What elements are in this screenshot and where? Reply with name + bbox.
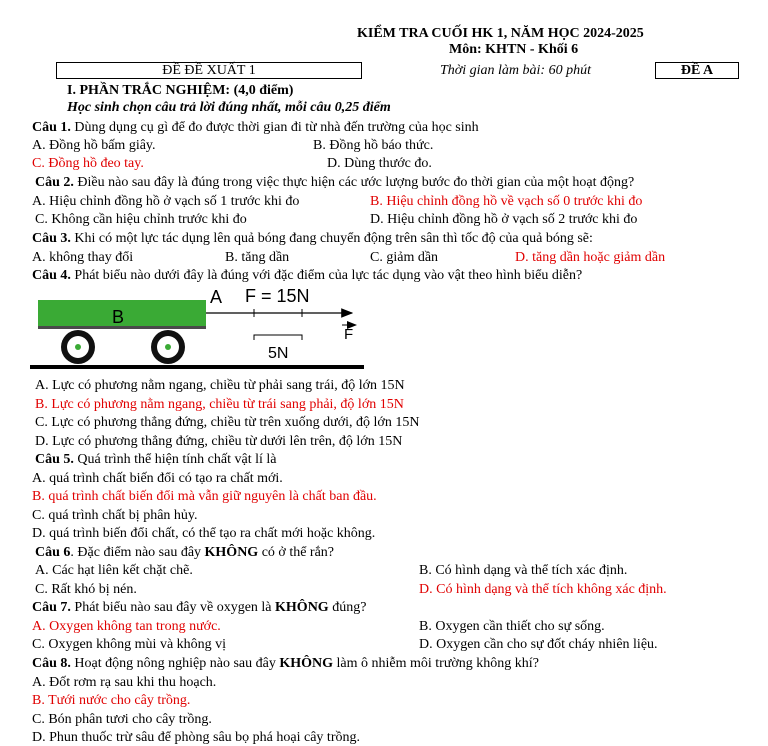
- question-3: [32, 231, 593, 247]
- question-4: [32, 268, 582, 284]
- option-5d: D. quá trình biến đổi chất, có thể tạo ra chất mới hoặc không.: [32, 526, 376, 541]
- question-text: Quá trình thể hiện tính chất vật lí là: [73, 452, 277, 467]
- option-6a: A. Các hạt liên kết chặt chẽ.: [35, 563, 193, 578]
- option-7d: D. Oxygen cần cho sự đốt cháy nhiên liệu.: [419, 637, 658, 652]
- cart-wheel-left: [61, 330, 95, 364]
- option-3d: D. tăng dần hoặc giảm dần: [515, 250, 666, 265]
- question-number: Câu 8.: [32, 656, 71, 671]
- option-5c: C. quá trình chất bị phân hủy.: [32, 508, 198, 523]
- question-text: Phát biểu nào dưới đây là đúng với đặc điểm của lực tác dụng vào vật theo hình biểu diễn?: [70, 268, 583, 283]
- option-2d: D. Hiệu chỉnh đồng hồ ở vạch số 2 trước khi đo: [370, 212, 638, 227]
- question-number: Câu 2.: [35, 175, 74, 190]
- section-title: I. PHẦN TRẮC NGHIỆM: (4,0 điểm): [67, 83, 294, 98]
- question-emphasis: KHÔNG: [279, 656, 333, 671]
- question-text-end: đúng?: [328, 600, 367, 615]
- option-4b: B. Lực có phương nằm ngang, chiều từ trái sang phải, độ lớn 15N: [35, 397, 404, 412]
- question-2: [35, 175, 634, 191]
- question-text: Điều nào sau đây là đúng trong việc thực hiện các ước lượng bước đo thời gian của một hoạt động?: [73, 175, 635, 190]
- cart-label: B: [112, 307, 125, 327]
- question-7: [32, 600, 366, 616]
- option-7c: C. Oxygen không mùi và không vị: [32, 637, 227, 652]
- question-emphasis: KHÔNG: [275, 600, 329, 615]
- scale-label: 5N: [268, 345, 289, 362]
- exam-title: KIỂM TRA CUỐI HK 1, NĂM HỌC 2024-2025: [357, 26, 644, 41]
- option-8d: D. Phun thuốc trừ sâu để phòng sâu bọ phá hoại cây trồng.: [32, 730, 360, 745]
- option-8c: C. Bón phân tươi cho cây trồng.: [32, 712, 212, 727]
- question-number: Câu 6: [35, 545, 71, 560]
- option-1b: B. Đồng hồ báo thức.: [313, 138, 434, 153]
- option-1a: A. Đồng hồ bấm giây.: [32, 138, 156, 153]
- option-8b: B. Tưới nước cho cây trồng.: [32, 693, 191, 708]
- option-4a: A. Lực có phương nằm ngang, chiều từ phải sang trái, độ lớn 15N: [35, 378, 405, 393]
- time-label: Thời gian làm bài: 60 phút: [440, 63, 591, 78]
- question-text: Phát biểu nào sau đây về oxygen là: [70, 600, 276, 615]
- option-7b: B. Oxygen cần thiết cho sự sống.: [419, 619, 605, 634]
- question-text: . Đặc điểm nào sau đây: [70, 545, 205, 560]
- subject-line: Môn: KHTN - Khối 6: [449, 42, 579, 57]
- option-1d: D. Dùng thước đo.: [327, 156, 432, 171]
- exam-code: ĐỀ A: [680, 63, 714, 78]
- vector-f-label: F: [344, 326, 354, 343]
- question-text: Dùng dụng cụ gì để đo được thời gian đi từ nhà đến trường của học sinh: [70, 120, 479, 135]
- option-6c: C. Rất khó bị nén.: [35, 582, 137, 597]
- question-5: [35, 452, 276, 468]
- proposal-label: ĐỀ ĐỀ XUẤT 1: [162, 63, 256, 78]
- question-number: Câu 5.: [35, 452, 74, 467]
- section-instruction: Học sinh chọn câu trả lời đúng nhất, mỗi câu 0,25 điểm: [67, 100, 391, 115]
- option-2c: C. Không cần hiệu chỉnh trước khi đo: [35, 212, 247, 227]
- exam-code-box: [655, 62, 739, 79]
- question-emphasis: KHÔNG: [204, 545, 259, 560]
- question-6: [35, 545, 334, 561]
- force-diagram: [30, 283, 370, 373]
- option-4c: C. Lực có phương thẳng đứng, chiều từ trên xuống dưới, độ lớn 15N: [35, 415, 420, 430]
- question-number: Câu 3.: [32, 231, 71, 246]
- option-4d: D. Lực có phương thẳng đứng, chiều từ dưới lên trên, độ lớn 15N: [35, 434, 403, 449]
- question-number: Câu 1.: [32, 120, 71, 135]
- question-number: Câu 7.: [32, 600, 71, 615]
- question-number: Câu 4.: [32, 268, 71, 283]
- option-6b: B. Có hình dạng và thể tích xác định.: [419, 563, 628, 578]
- option-6d: D. Có hình dạng và thể tích không xác định.: [419, 582, 667, 597]
- option-3a: A. không thay đổi: [32, 250, 134, 265]
- force-value-label: F = 15N: [245, 286, 310, 306]
- question-text-end: có ở thể rắn?: [258, 545, 335, 560]
- cart-wheel-right: [151, 330, 185, 364]
- question-text: Hoạt động nông nghiệp nào sau đây: [70, 656, 280, 671]
- option-3c: C. giảm dần: [370, 250, 439, 265]
- question-1: [32, 120, 479, 136]
- option-5b: B. quá trình chất biến đổi mà vẫn giữ nguyên là chất ban đầu.: [32, 489, 377, 504]
- ground-line: [30, 365, 364, 369]
- option-8a: A. Đốt rơm rạ sau khi thu hoạch.: [32, 675, 217, 690]
- question-text: Khi có một lực tác dụng lên quả bóng đang chuyển động trên sân thì tốc độ của quả bóng sẽ:: [70, 231, 593, 246]
- scale-bar: [254, 335, 302, 340]
- option-7a: A. Oxygen không tan trong nước.: [32, 619, 221, 634]
- option-3b: B. tăng dần: [225, 250, 290, 265]
- option-5a: A. quá trình chất biến đổi có tạo ra chất mới.: [32, 471, 283, 486]
- point-a-label: A: [210, 287, 223, 307]
- option-2b: B. Hiệu chỉnh đồng hồ về vạch số 0 trước khi đo: [370, 194, 643, 209]
- option-2a: A. Hiệu chỉnh đồng hồ ở vạch số 1 trước khi đo: [32, 194, 300, 209]
- question-8: [32, 656, 539, 672]
- option-1c: C. Đồng hồ đeo tay.: [32, 156, 144, 171]
- question-text-end: làm ô nhiễm môi trường không khí?: [333, 656, 539, 671]
- proposal-box: [56, 62, 362, 79]
